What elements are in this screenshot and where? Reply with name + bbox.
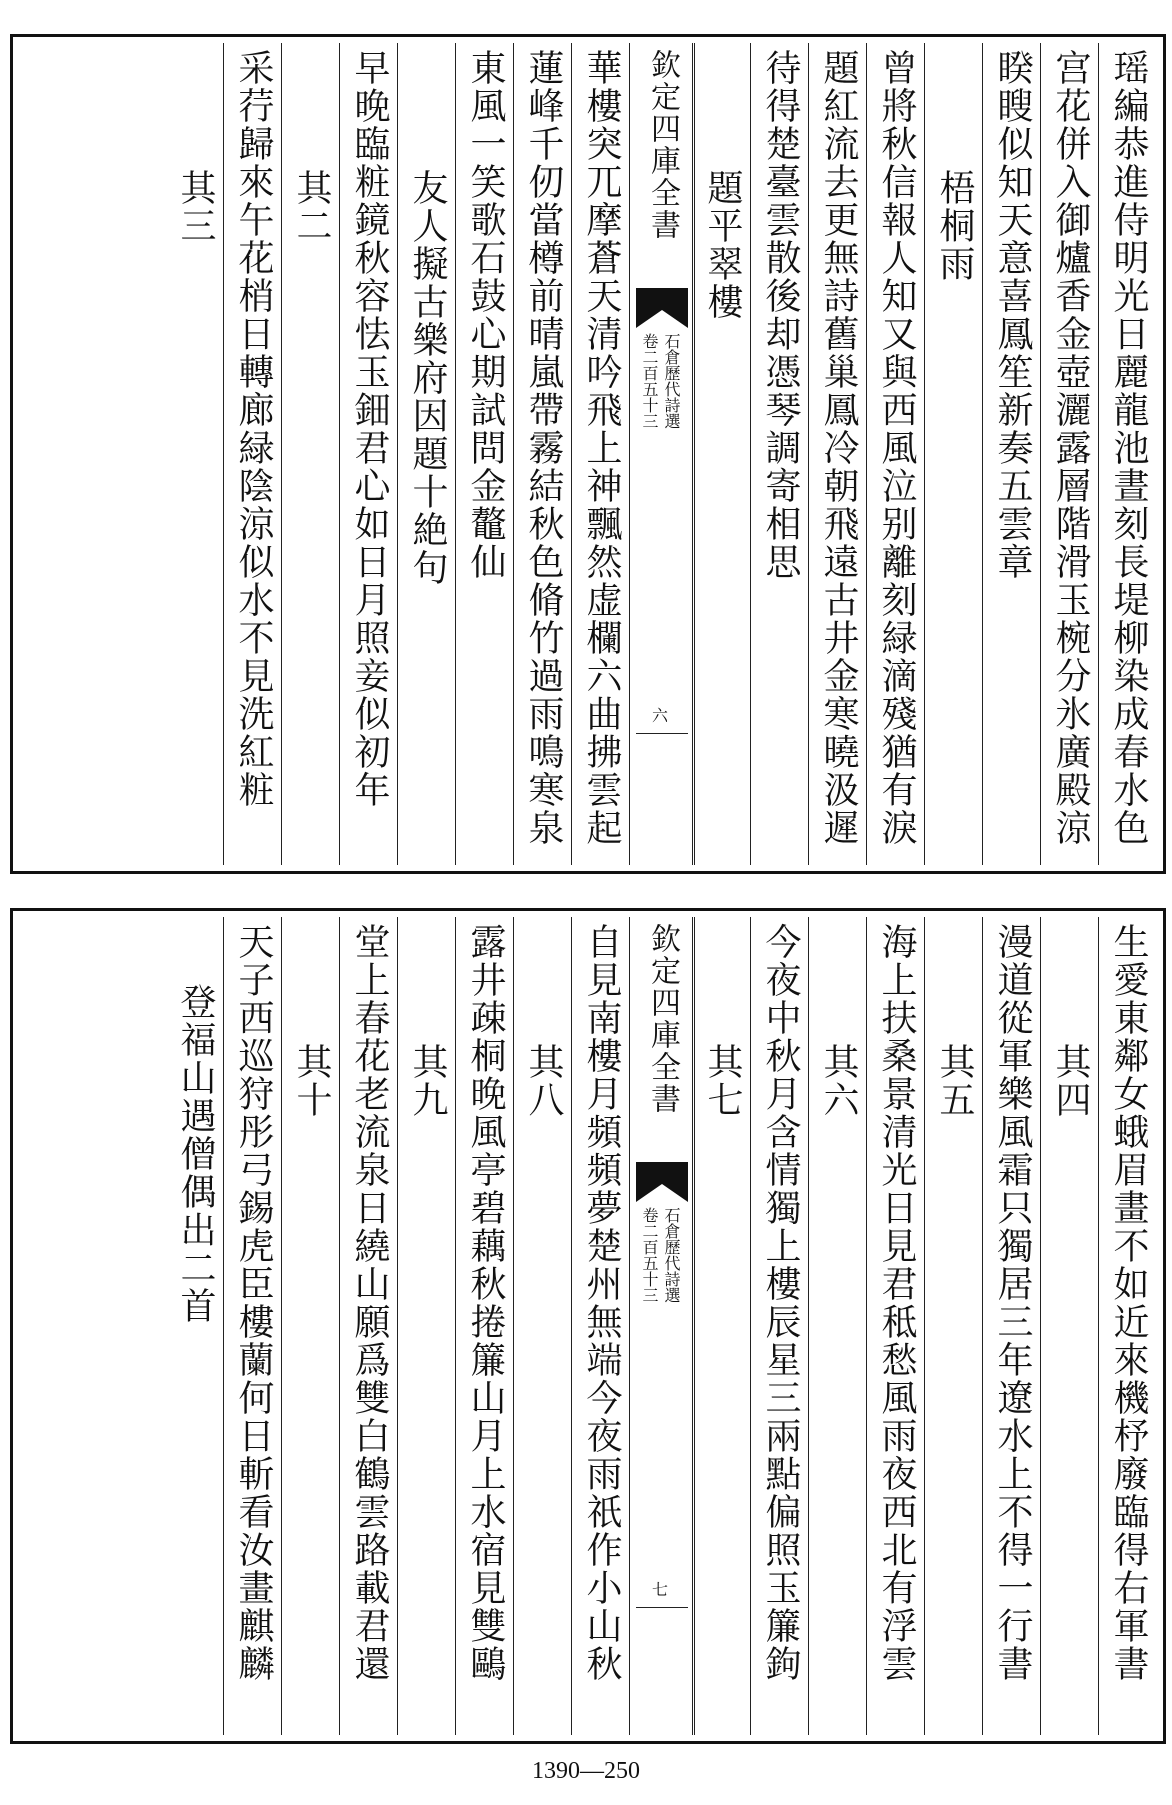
column-rule [982, 917, 983, 1735]
text-column: 蓮峰千仞當樽前晴嵐帶霧結秋色脩竹過雨鳴寒泉 [523, 49, 564, 847]
text-column: 題紅流去更無詩舊巢鳳冷朝飛遠古井金寒曉汲遲 [818, 49, 859, 847]
text-column: 其四 [1050, 1043, 1091, 1119]
page-rule [636, 733, 688, 734]
fishtail-mark [636, 1162, 688, 1202]
text-column: 東風一笑歌石鼓心期試問金鼇仙 [465, 49, 506, 581]
book-title: 欽定四庫全書 [645, 923, 680, 1115]
text-column: 待得楚臺雲散後却憑琴調寄相思 [760, 49, 801, 581]
text-column: 漫道從軍樂風霜只獨居三年遼水上不得一行書 [992, 923, 1033, 1683]
column-rule [455, 917, 456, 1735]
column-rule [750, 917, 751, 1735]
text-column: 梧桐雨 [934, 169, 975, 283]
source-title: 石倉歷代詩選 [662, 333, 681, 429]
column-rule [339, 43, 340, 865]
column-rule [1098, 917, 1099, 1735]
page-top [10, 34, 1166, 874]
page-number: 六 [652, 706, 669, 725]
text-column: 海上扶桑景清光日見君秪愁風雨夜西北有浮雲 [876, 923, 917, 1683]
page-number: 七 [652, 1580, 669, 1599]
column-rule [223, 43, 224, 865]
text-column: 瑶編恭進侍明光日麗龍池晝刻長堤柳染成春水色 [1108, 49, 1149, 847]
text-column: 其五 [934, 1043, 975, 1119]
text-column: 其二 [291, 169, 332, 245]
text-column: 天子西巡狩彤弓錫虎臣樓蘭何日斬看汝畫麒麟 [233, 923, 274, 1683]
text-column: 堂上春花老流泉日繞山願爲雙白鶴雲路載君還 [349, 923, 390, 1683]
text-column: 曾將秋信報人知又與西風泣别離刻緑滴殘猶有淚 [876, 49, 917, 847]
text-column: 宫花併入御爐香金壺灑露層階滑玉椀分氷廣殿涼 [1050, 49, 1091, 847]
column-rule [571, 917, 572, 1735]
text-column: 題平翠樓 [702, 169, 743, 321]
column-rule [750, 43, 751, 865]
text-column: 生愛東鄰女蛾眉畫不如近來機杼廢臨得右軍書 [1108, 923, 1149, 1683]
text-column: 友人擬古樂府因題十絶句 [407, 169, 448, 587]
text-column: 露井疎桐晚風亭碧藕秋捲簾山月上水宿見雙鷗 [465, 923, 506, 1683]
text-column: 其三 [175, 169, 216, 245]
text-column: 其十 [291, 1043, 332, 1119]
page-footer-number: 1390—250 [532, 1758, 640, 1784]
volume-number: 卷二百五十三 [640, 1207, 659, 1303]
page-rule [636, 1607, 688, 1608]
text-column: 今夜中秋月含情獨上樓辰星三兩點偏照玉簾鉤 [760, 923, 801, 1683]
volume-number: 卷二百五十三 [640, 333, 659, 429]
text-column: 采荇歸來午花梢日轉廊緑陰涼似水不見洗紅粧 [233, 49, 274, 809]
text-column: 華樓突兀摩蒼天清吟飛上神飄然虚欄六曲拂雲起 [581, 49, 622, 847]
text-column: 睽瞍似知天意喜鳳笙新奏五雲章 [992, 49, 1033, 581]
fishtail-mark [636, 288, 688, 328]
source-title: 石倉歷代詩選 [662, 1207, 681, 1303]
book-title: 欽定四庫全書 [645, 49, 680, 241]
column-rule [866, 917, 867, 1735]
text-column: 其九 [407, 1043, 448, 1119]
column-rule [339, 917, 340, 1735]
text-column: 登福山遇僧偶出二首 [175, 983, 216, 1325]
text-column: 其八 [523, 1043, 564, 1119]
column-rule [982, 43, 983, 865]
text-column: 其七 [702, 1043, 743, 1119]
center-margin [629, 43, 695, 865]
text-column: 早晚臨粧鏡秋容怯玉鈿君心如日月照妾似初年 [349, 49, 390, 809]
page-bottom [10, 908, 1166, 1744]
text-column: 其六 [818, 1043, 859, 1119]
center-margin [629, 917, 695, 1735]
text-column: 自見南樓月頻頻夢楚州無端今夜雨祇作小山秋 [581, 923, 622, 1683]
